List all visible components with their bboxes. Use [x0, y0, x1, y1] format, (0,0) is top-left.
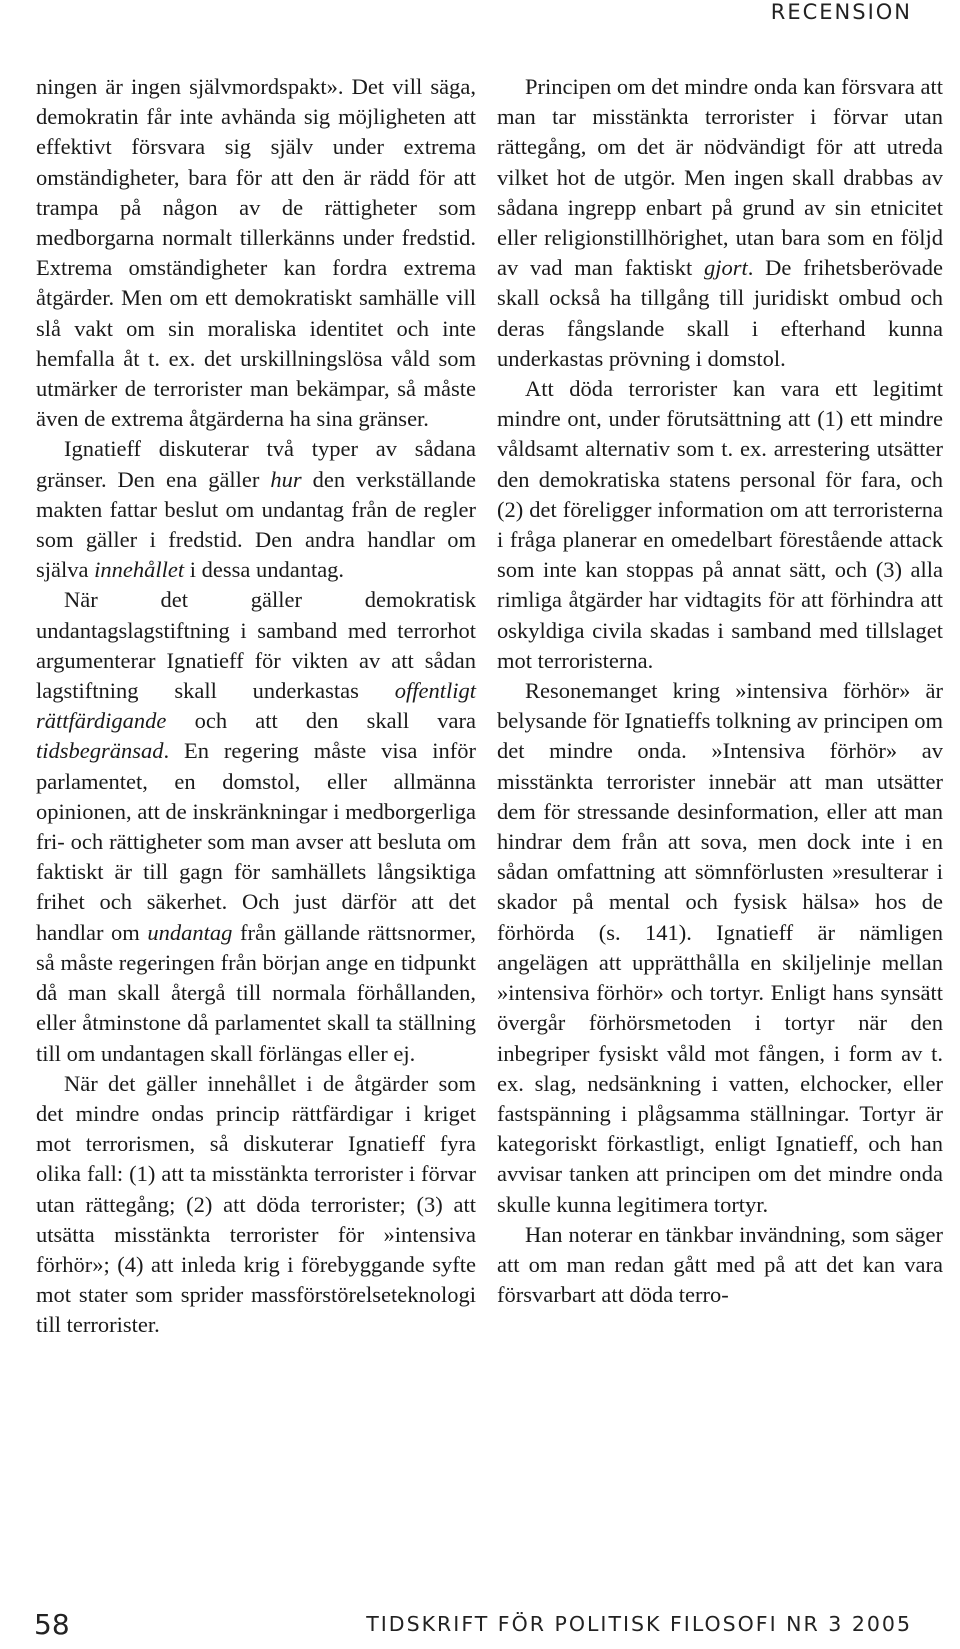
text-run: När det gäller demokratisk undantagslagstiftning i samband med terrorhot argumenterar Ignatieff för vikten av att sådan lagstiftning skall underkastas [36, 587, 476, 704]
section-header: RECENSION [770, 0, 912, 24]
emphasized-text: gjort [703, 255, 748, 281]
paragraph [497, 374, 943, 676]
paragraph [497, 1220, 943, 1311]
journal-footer: TIDSKRIFT FÖR POLITISK FILOSOFI NR 3 2005 [366, 1612, 912, 1636]
text-run: och att den skall vara [166, 708, 476, 734]
text-run: Principen om det mindre onda kan försvara att man tar misstänkta terrorister i förvar utan rättegång, om det är nödvändigt för att utreda vilket hot de utgör. Men ingen skall drabbas av sådana ingrepp enbart på grund av sin etnicitet eller religionstillhörighet, utan bara som en följd av vad man faktiskt [497, 74, 943, 281]
emphasized-text: offentligt rättfärdigande [36, 678, 476, 734]
emphasized-text: innehållet [94, 557, 185, 583]
text-run: i dessa undantag. [184, 557, 345, 583]
left-text-column [36, 72, 476, 1341]
emphasized-text: undantag [147, 919, 233, 945]
text-run: ningen är ingen självmordspakt». Det vill säga, demokratin får inte avhända sig möjligheten att effektivt försvara sig själv under extrema omständigheter, bara för att den är rädd för att trampa på någon av de rättigheter som medborgarna normalt tillerkänns under fredstid. Extrema omständigheter kan fordra extrema åtgärder. Men om ett demokratiskt samhälle vill slå vakt om sin moraliska identitet och inte hemfalla åt t. ex. det urskillningslösa våld som utmärker de terrorister man bekämpar, så måste även de extrema åtgärderna ha sina gränser. [36, 74, 476, 432]
paragraph [36, 72, 476, 434]
text-run: från gällande rättsnormer, så måste regeringen från början ange en tidpunkt då man skall återgå till normala förhållanden, eller åtminstone då parlamentet skall ta ställning till om undantagen skall förlängas eller ej. [36, 919, 476, 1066]
paragraph [36, 434, 476, 585]
text-run: Resonemanget kring »intensiva förhör» är belysande för Ignatieffs tolkning av principen om det mindre onda. »Intensiva förhör» av misstänkta terrorister innebär att man utsätter dem för stressande desinformation, eller att man hindrar dem från att sova, men dock inte i en sådan omfattning att sömnförlusten »resulterar i skador på mental och fysisk hälsa» hos de förhörda (s. 141). Ignatieff är nämligen angelägen att upprätthålla en skiljelinje mellan »intensiva förhör» och tortyr. Enligt hans synsätt övergår förhörsmetoden i tortyr när den inbegriper fysiskt våld mot fången, i form av t. ex. slag, nedsänkning i vatten, elchocker, eller fastspänning i plågsamma ställningar. Tortyr är kategoriskt förkastligt, enligt Ignatieff, och han avvisar tanken att principen om det mindre onda skulle kunna legitimera tortyr. [497, 678, 943, 1217]
emphasized-text: tidsbegränsad [36, 738, 164, 764]
text-run: den verkställande makten fattar beslut om undantag från de regler som gäller i fredstid. Den andra handlar om själva [36, 466, 476, 583]
text-run: Att döda terrorister kan vara ett legitimt mindre ont, under förutsättning att (1) ett mindre våldsamt alternativ som t. ex. arrestering utsätter den demokratiska statens personal för fara, och (2) det föreligger information om att terroristerna i fråga planerar en omedelbart förestående attack som inte kan stoppas på annat sätt, och (3) alla rimliga åtgärder har vidtagits för att förhindra att oskyldiga civila skadas i samband med tillslaget mot terroristerna. [497, 376, 943, 673]
paragraph [36, 585, 476, 1068]
text-run: Ignatieff diskuterar två typer av sådana gränser. Den ena gäller [36, 436, 476, 492]
text-run: . De frihetsberövade skall också ha tillgång till juridiskt ombud och deras fångslande skall i efterhand kunna underkastas prövning i domstol. [497, 255, 944, 371]
text-run: . En regering måste visa inför parlamentet, en domstol, eller allmänna opinionen, att de inskränkningar i medborgerliga fri- och rättigheter som man avser att besluta om faktiskt är till gagn för samhällets långsiktiga frihet och säkerhet. Och just därför att det handlar om [36, 738, 476, 945]
paragraph [497, 676, 943, 1220]
paragraph [497, 72, 943, 374]
paragraph [36, 1069, 476, 1341]
right-text-column [497, 72, 943, 1310]
text-run: När det gäller innehållet i de åtgärder som det mindre ondas princip rättfärdigar i kriget mot terrorismen, så diskuterar Ignatieff fyra olika fall: (1) att ta misstänkta terrorister i förvar utan rättegång; (2) att döda terrorister; (3) att utsätta misstänkta terrorister för »intensiva förhör»; (4) att inleda krig i förebyggande syfte mot stater som sprider massförstörelseteknologi till terrorister. [36, 1070, 476, 1338]
text-run: Han noterar en tänkbar invändning, som säger att om man redan gått med på att det kan vara försvarbart att döda terro- [497, 1221, 943, 1308]
page-number: 58 [34, 1608, 70, 1641]
emphasized-text: hur [270, 466, 302, 492]
